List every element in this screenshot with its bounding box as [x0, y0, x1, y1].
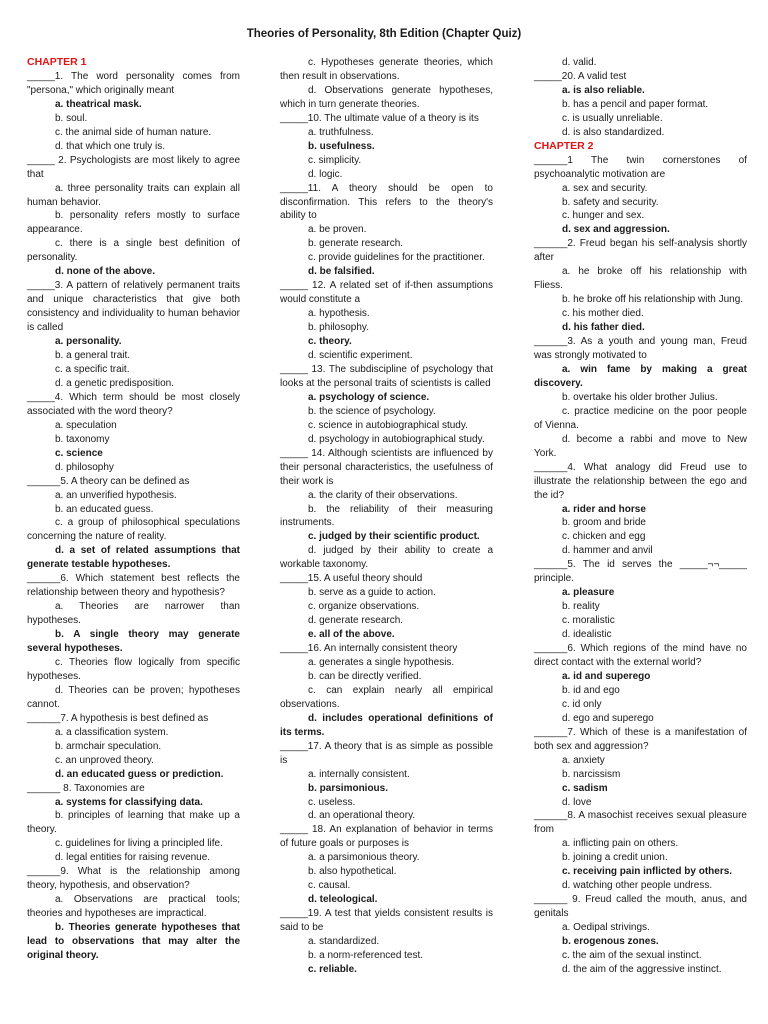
answer-option: a. a classification system. [55, 726, 169, 738]
answer-option: b. principles of learning that make up a theory. [27, 810, 240, 836]
quiz-question: _____11. A theory should be open to disconfirmation. This refers to the theory's ability to [280, 182, 493, 222]
answer-option: d. psychology in autobiographical study. [308, 433, 485, 445]
answer-option: d. his father died. [562, 322, 645, 334]
quiz-question: _____4. Which term should be most closely associated with the word theory? [27, 391, 240, 417]
answer-option: b. groom and bride [562, 517, 646, 529]
answer-option: b. joining a credit union. [562, 852, 668, 864]
answer-option: a. he broke off his relationship with Fliess. [534, 266, 747, 292]
answer-option: a. the clarity of their observations. [308, 489, 458, 501]
answer-option: a. systems for classifying data. [55, 796, 203, 808]
answer-option: b. taxonomy [55, 433, 110, 445]
answer-option: a. generates a single hypothesis. [308, 656, 455, 668]
answer-option: a. personality. [55, 336, 122, 348]
quiz-question: _____20. A valid test [534, 70, 627, 82]
answer-option: b. Theories generate hypotheses that lead to observations that may alter the original theory. [27, 922, 240, 961]
answer-option: b. he broke off his relationship with Jung. [562, 294, 744, 306]
answer-option: b. also hypothetical. [308, 866, 397, 878]
answer-option: a. is also reliable. [562, 84, 645, 96]
answer-option: d. watching other people undress. [562, 880, 713, 892]
answer-option: b. can be directly verified. [308, 670, 422, 682]
answer-option: c. is usually unreliable. [562, 112, 663, 124]
answer-option: d. an educated guess or prediction. [55, 768, 224, 780]
quiz-question: _____ 13. The subdiscipline of psychology that looks at the personal traits of scientists is called [280, 363, 493, 389]
answer-option: d. philosophy [55, 461, 114, 473]
answer-option: d. idealistic [562, 629, 612, 641]
document-title: Theories of Personality, 8th Edition (Chapter Quiz) [246, 28, 522, 40]
answer-option: a. three personality traits can explain all human behavior. [27, 182, 240, 208]
answer-option: a. truthfulness. [308, 126, 374, 138]
answer-option: d. teleological. [308, 894, 378, 906]
answer-option: b. has a pencil and paper format. [562, 98, 709, 110]
answer-option: d. that which one truly is. [55, 140, 166, 152]
quiz-question: _____19. A test that yields consistent results is said to be [280, 908, 493, 934]
answer-option: b. the reliability of their measuring instruments. [280, 503, 493, 529]
answer-option: b. id and ego [562, 684, 620, 696]
answer-option: d. be falsified. [308, 266, 375, 278]
answer-option: a. be proven. [308, 224, 367, 236]
quiz-question: _____1. The word personality comes from "persona," which originally meant [27, 70, 240, 96]
answer-option: a. standardized. [308, 936, 380, 948]
answer-option: d. become a rabbi and move to New York. [534, 433, 747, 459]
quiz-question: _____ 12. A related set of if-then assumptions would constitute a [280, 280, 493, 306]
answer-option: c. science [55, 447, 103, 459]
quiz-question: ______5. The id serves the _____¬¬_____ principle. [534, 559, 747, 585]
answer-option: b. the science of psychology. [308, 405, 436, 417]
answer-option: b. safety and security. [562, 196, 659, 208]
answer-option: a. Observations are practical tools; theories and hypotheses are impractical. [27, 894, 240, 920]
answer-option: d. sex and aggression. [562, 224, 670, 236]
answer-option: a. inflicting pain on others. [562, 838, 679, 850]
answer-option: d. a set of related assumptions that generate testable hypotheses. [27, 545, 240, 571]
quiz-question: ______3. As a youth and young man, Freud was strongly motivated to [534, 336, 747, 362]
answer-option: c. the aim of the sexual instinct. [562, 950, 702, 961]
answer-option: a. internally consistent. [308, 768, 410, 780]
quiz-question: _____ 2. Psychologists are most likely to agree that [27, 154, 240, 180]
answer-option: d. generate research. [308, 615, 404, 627]
answer-option: a. anxiety [562, 754, 605, 766]
quiz-question: ______ 9. Freud called the mouth, anus, and genitals [534, 894, 747, 920]
answer-option: d. hammer and anvil [562, 545, 653, 557]
chapter-heading: CHAPTER 1 [27, 56, 87, 68]
answer-option: b. overtake his older brother Julius. [562, 391, 718, 403]
answer-option: b. A single theory may generate several hypotheses. [27, 629, 240, 655]
answer-option: d. none of the above. [55, 266, 156, 278]
answer-option: b. parsimonious. [308, 782, 389, 794]
answer-option: d. is also standardized. [562, 126, 665, 138]
quiz-question: _____ 14. Although scientists are influenced by their personal characteristics, the usefulness of their work is [280, 447, 493, 487]
answer-option: d. ego and superego [562, 712, 654, 724]
answer-option: c. can explain nearly all empirical observations. [280, 684, 493, 710]
answer-option: a. Oedipal strivings. [562, 922, 650, 934]
answer-option: a. psychology of science. [308, 391, 430, 403]
quiz-question: _____3. A pattern of relatively permanent traits and unique characteristics that give both consistency and individuality to human behavior is called [27, 280, 240, 334]
column-1 [27, 56, 240, 963]
answer-option: c. provide guidelines for the practitioner. [308, 252, 485, 264]
answer-option: c. a group of philosophical speculations concerning the nature of reality. [27, 517, 240, 543]
answer-option: c. a specific trait. [55, 363, 130, 375]
answer-option: b. armchair speculation. [55, 740, 162, 752]
answer-option: b. usefulness. [308, 140, 375, 152]
quiz-question: _____17. A theory that is as simple as possible is [280, 740, 493, 766]
answer-option: d. Observations generate hypotheses, which in turn generate theories. [280, 84, 493, 110]
answer-option: d. love [562, 796, 592, 808]
answer-option: b. erogenous zones. [562, 936, 659, 948]
quiz-question: ______8. A masochist receives sexual pleasure from [534, 810, 747, 836]
answer-option: c. chicken and egg [562, 531, 646, 543]
answer-option: a. id and superego [562, 670, 651, 682]
quiz-question: ______ 8. Taxonomies are [27, 782, 145, 794]
answer-option: b. generate research. [308, 238, 404, 250]
answer-option: c. theory. [308, 336, 352, 348]
answer-option: a. speculation [55, 419, 117, 431]
quiz-question: _____16. An internally consistent theory [280, 643, 458, 655]
answer-option: c. id only [562, 698, 602, 710]
answer-option: d. a genetic predisposition. [55, 377, 174, 389]
quiz-question: _____ 18. An explanation of behavior in terms of future goals or purposes is [280, 824, 493, 850]
answer-option: d. logic. [308, 168, 343, 180]
answer-option: d. scientific experiment. [308, 350, 413, 362]
answer-option: b. serve as a guide to action. [308, 587, 436, 599]
answer-option: c. an unproved theory. [55, 754, 154, 766]
answer-option: c. science in autobiographical study. [308, 419, 468, 431]
answer-option: c. useless. [308, 796, 356, 808]
answer-option: c. organize observations. [308, 601, 420, 613]
answer-option: b. a norm-referenced test. [308, 950, 424, 961]
answer-option: c. there is a single best definition of personality. [27, 238, 240, 264]
answer-option: b. personality refers mostly to surface appearance. [27, 210, 240, 236]
answer-option: a. sex and security. [562, 182, 648, 194]
answer-option: d. judged by their ability to create a workable taxonomy. [280, 545, 493, 571]
answer-option: b. soul. [55, 112, 88, 124]
answer-option: c. causal. [308, 880, 351, 892]
answer-option: b. reality [562, 601, 600, 613]
answer-option: c. hunger and sex. [562, 210, 645, 222]
answer-option: c. Theories flow logically from specific hypotheses. [27, 656, 240, 682]
answer-option: a. Theories are narrower than hypotheses. [27, 601, 240, 627]
answer-option: c. guidelines for living a principled life. [55, 838, 223, 850]
answer-option: c. sadism [562, 782, 608, 794]
chapter-heading: CHAPTER 2 [534, 139, 594, 152]
quiz-question: ______6. Which regions of the mind have no direct contact with the external world? [534, 643, 747, 668]
quiz-question: ______9. What is the relationship among theory, hypothesis, and observation? [27, 866, 240, 892]
answer-option: c. reliable. [308, 963, 357, 975]
answer-option: a. theatrical mask. [55, 98, 142, 110]
answer-option: a. an unverified hypothesis. [55, 489, 177, 501]
quiz-question: _____10. The ultimate value of a theory is its [280, 112, 479, 124]
answer-option: b. philosophy. [308, 322, 369, 334]
answer-option: a. win fame by making a great discovery. [534, 363, 747, 389]
answer-option: c. his mother died. [562, 308, 644, 320]
answer-option: b. an educated guess. [55, 503, 154, 515]
column-2 [280, 56, 493, 977]
answer-option: b. a general trait. [55, 350, 131, 362]
quiz-question: ______7. Which of these is a manifestation of both sex and aggression? [534, 726, 747, 752]
answer-option: a. rider and horse [562, 503, 646, 515]
answer-option: a. a parsimonious theory. [308, 852, 420, 864]
answer-option: d. includes operational definitions of its terms. [280, 712, 493, 738]
answer-option: c. the animal side of human nature. [55, 126, 212, 138]
answer-option: a. hypothesis. [308, 308, 370, 320]
quiz-question: ______4. What analogy did Freud use to illustrate the relationship between the ego and the id? [534, 461, 747, 501]
answer-option: c. judged by their scientific product. [308, 531, 480, 543]
quiz-question: ______1 The twin cornerstones of psychoanalytic motivation are [534, 154, 747, 180]
quiz-question: ______5. A theory can be defined as [27, 475, 190, 487]
answer-option: c. practice medicine on the poor people of Vienna. [534, 405, 747, 431]
answer-option: d. valid. [562, 57, 597, 68]
answer-option: a. pleasure [562, 587, 615, 599]
answer-option: d. legal entities for raising revenue. [55, 852, 211, 864]
quiz-question: _____15. A useful theory should [280, 573, 423, 585]
quiz-question: ______2. Freud began his self-analysis shortly after [534, 238, 747, 264]
quiz-question: ______7. A hypothesis is best defined as [27, 712, 209, 724]
answer-option: c. Hypotheses generate theories, which then result in observations. [280, 57, 493, 82]
answer-option: c. moralistic [562, 615, 615, 627]
answer-option: d. Theories can be proven; hypotheses cannot. [27, 684, 240, 710]
column-3 [534, 56, 747, 977]
answer-option: b. narcissism [562, 768, 621, 780]
answer-option: d. an operational theory. [308, 810, 416, 822]
quiz-question: ______6. Which statement best reflects the relationship between theory and hypothesis? [27, 573, 240, 599]
answer-option: e. all of the above. [308, 629, 395, 641]
answer-option: c. simplicity. [308, 154, 362, 166]
answer-option: d. the aim of the aggressive instinct. [562, 963, 722, 975]
answer-option: c. receiving pain inflicted by others. [562, 866, 733, 878]
